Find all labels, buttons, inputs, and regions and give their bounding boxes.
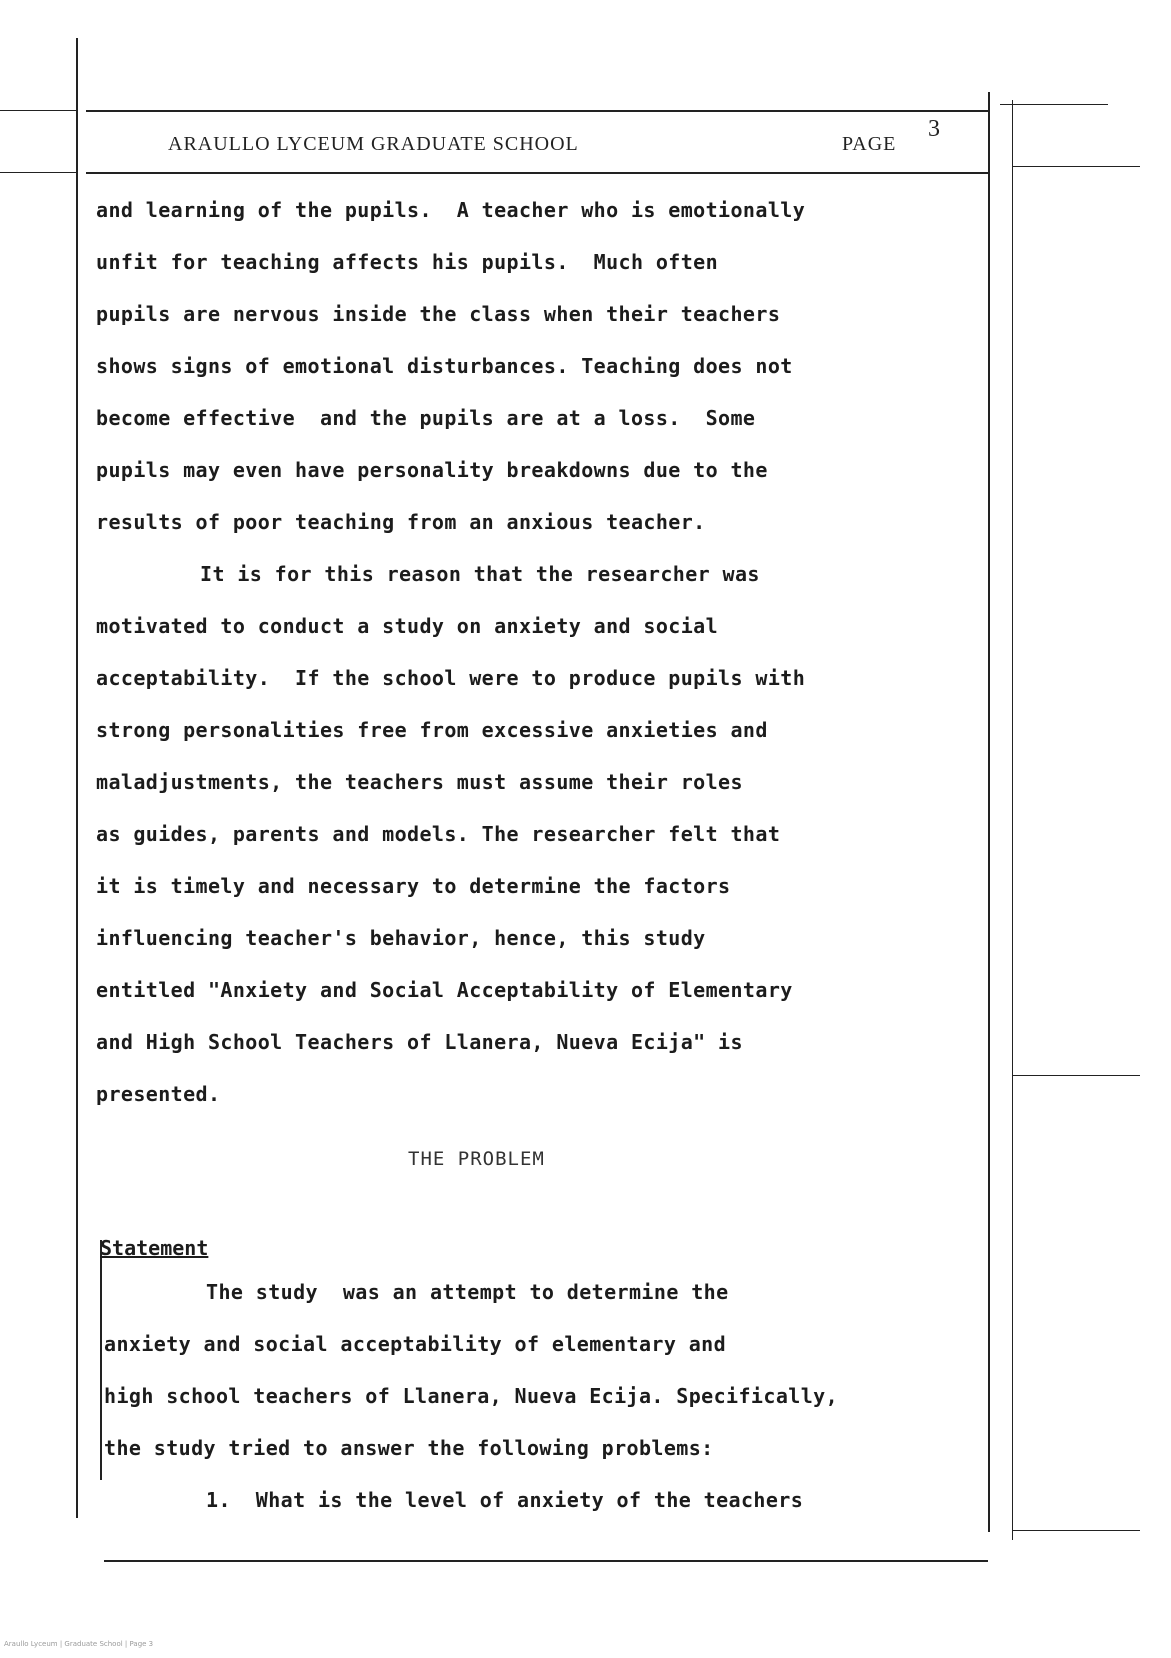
header-page-label: PAGE	[842, 133, 897, 155]
paragraph2-line: and High School Teachers of Llanera, Nueva Ecija" is	[96, 1030, 743, 1054]
paragraph1-line: become effective and the pupils are at a loss. Some	[96, 406, 756, 430]
paragraph1-line: shows signs of emotional disturbances. Teaching does not	[96, 354, 793, 378]
right-inner-line	[1012, 100, 1013, 1540]
paragraph3-line: anxiety and social acceptability of elementary and	[104, 1332, 727, 1356]
header-top-line	[86, 110, 988, 112]
header-bottom-line	[86, 172, 988, 174]
list-item: 1. What is the level of anxiety of the teachers	[206, 1488, 804, 1512]
paragraph2-line: entitled "Anxiety and Social Acceptability of Elementary	[96, 978, 793, 1002]
paragraph2-line: as guides, parents and models. The researcher felt that	[96, 822, 781, 846]
right-tick-top	[1000, 104, 1108, 105]
footer-line	[104, 1560, 988, 1562]
right-margin-line	[988, 92, 990, 1532]
paragraph2-line: strong personalities free from excessive anxieties and	[96, 718, 768, 742]
paragraph1-line: results of poor teaching from an anxious teacher.	[96, 510, 706, 534]
paragraph2-line: acceptability. If the school were to produce pupils with	[96, 666, 806, 690]
left-margin-line	[76, 38, 78, 1518]
paragraph1-line: and learning of the pupils. A teacher who is emotionally	[96, 198, 806, 222]
left-tick-top	[0, 110, 76, 111]
right-tick-mid	[1012, 166, 1140, 167]
paragraph2-line: presented.	[96, 1082, 221, 1106]
paragraph2-line: influencing teacher's behavior, hence, this study	[96, 926, 706, 950]
paragraph3-line: high school teachers of Llanera, Nueva Ecija. Specifically,	[104, 1384, 839, 1408]
section-heading: THE PROBLEM	[408, 1148, 545, 1170]
paragraph1-line: pupils may even have personality breakdowns due to the	[96, 458, 768, 482]
paragraph1-line: unfit for teaching affects his pupils. Much often	[96, 250, 719, 274]
right-tick-lower	[1012, 1075, 1140, 1076]
paragraph2-line: maladjustments, the teachers must assume their roles	[96, 770, 743, 794]
right-tick-bottom	[1012, 1530, 1140, 1531]
paragraph3-line: The study was an attempt to determine the	[206, 1280, 729, 1304]
left-inner-line	[100, 1240, 102, 1480]
paragraph1-line: pupils are nervous inside the class when their teachers	[96, 302, 781, 326]
footer-note: Araullo Lyceum | Graduate School | Page 3	[4, 1640, 154, 1648]
left-tick-bottom	[0, 172, 76, 173]
header-page-number: 3	[928, 116, 940, 142]
paragraph2-line: it is timely and necessary to determine the factors	[96, 874, 731, 898]
paragraph2-line: It is for this reason that the researcher was	[200, 562, 760, 586]
paragraph3-line: the study tried to answer the following problems:	[104, 1436, 714, 1460]
paragraph2-line: motivated to conduct a study on anxiety and social	[96, 614, 719, 638]
header-title: ARAULLO LYCEUM GRADUATE SCHOOL	[168, 133, 579, 155]
subheading-statement: Statement	[100, 1236, 209, 1260]
